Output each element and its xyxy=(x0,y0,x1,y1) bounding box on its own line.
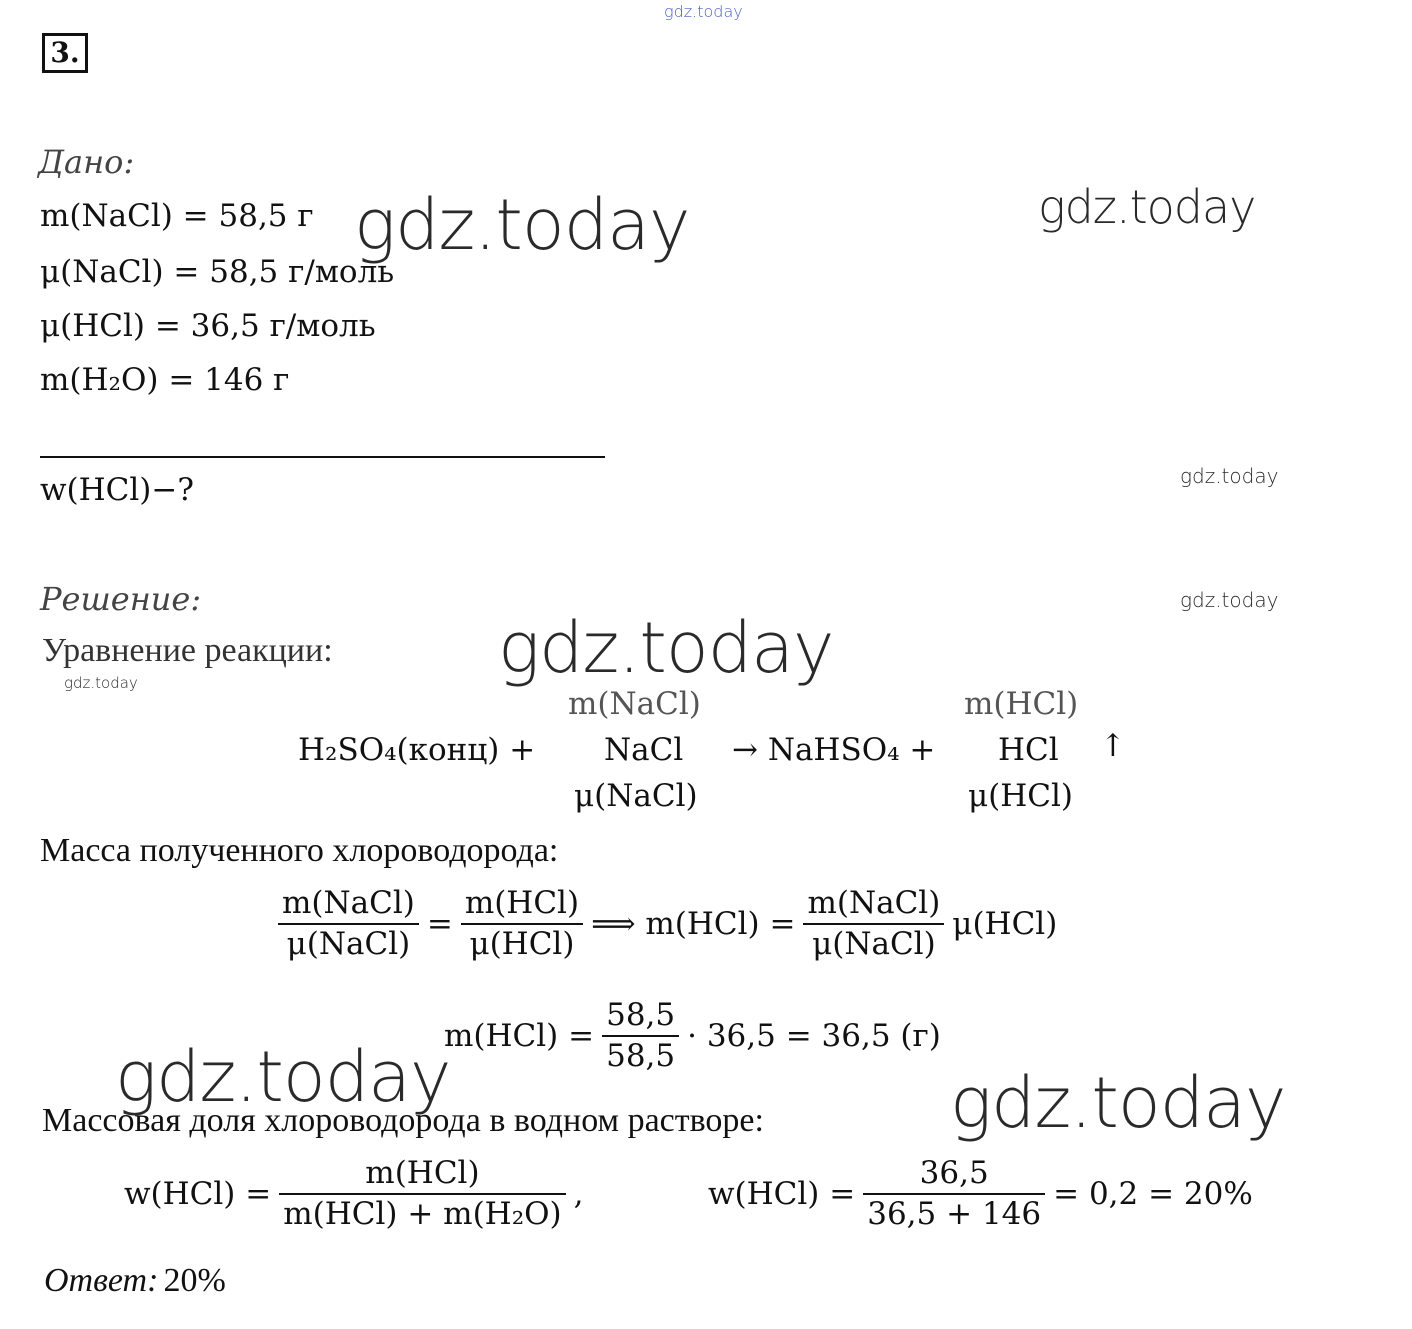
answer xyxy=(44,1262,226,1300)
reaction-arrow: → NaHSO₄ + xyxy=(732,732,936,768)
implies-text: ⟹ m(HCl) = xyxy=(591,905,796,942)
calc-mass-fraction-value xyxy=(708,1154,1253,1234)
calc-left: w(HCl) = xyxy=(708,1175,856,1212)
reaction-nacl-top: m(NaCl) xyxy=(568,686,701,722)
given-line: μ(HCl) = 36,5 г/моль xyxy=(40,308,376,344)
reaction-nacl-bot: μ(NaCl) xyxy=(574,778,698,814)
answer-value: 20% xyxy=(163,1262,226,1299)
mass-caption: Масса полученного хлороводорода: xyxy=(40,832,559,869)
fraction xyxy=(863,1154,1045,1234)
equals-sign: = xyxy=(426,905,453,942)
fraction-denominator: 36,5 + 146 xyxy=(867,1195,1042,1232)
fraction-numerator: 36,5 xyxy=(919,1155,989,1191)
fraction-numerator: m(HCl) xyxy=(365,1155,480,1191)
watermark: gdz.today xyxy=(1038,180,1256,234)
calc-result: = 0,2 = 20% xyxy=(1053,1175,1253,1212)
reaction-nacl-mid: NaCl xyxy=(604,732,684,768)
given-heading: Дано: xyxy=(38,143,135,181)
watermark: gdz.today xyxy=(115,1036,451,1118)
given-line: m(NaCl) = 58,5 г xyxy=(40,198,314,234)
fraction xyxy=(279,1154,565,1234)
calc-mass-fraction-formula xyxy=(124,1154,584,1234)
fraction-denominator: μ(HCl) xyxy=(469,925,575,962)
fraction-denominator: μ(NaCl) xyxy=(286,925,411,962)
fraction-numerator: m(HCl) xyxy=(464,885,580,921)
watermark: gdz.today xyxy=(64,674,138,692)
calc-hcl-mass xyxy=(444,996,941,1076)
calc-right: · 36,5 = 36,5 (г) xyxy=(687,1017,941,1054)
fraction-numerator: 58,5 xyxy=(606,997,676,1033)
reaction-hcl-top: m(HCl) xyxy=(964,686,1079,722)
watermark: gdz.today xyxy=(354,184,690,266)
reaction-hcl-bot: μ(HCl) xyxy=(968,778,1074,814)
solution-heading: Решение: xyxy=(40,580,202,618)
fraction-denominator: μ(NaCl) xyxy=(812,925,936,962)
ratio-tail: μ(HCl) xyxy=(952,905,1058,942)
watermark: gdz.today xyxy=(950,1062,1286,1144)
problem-number: 3. xyxy=(42,33,88,73)
comma: , xyxy=(573,1175,584,1212)
watermark-top: gdz.today xyxy=(664,2,743,21)
reaction-left: H₂SO₄(конц) + xyxy=(298,732,536,768)
find-line: w(HCl)−? xyxy=(40,472,194,508)
mass-fraction-caption: Массовая доля хлороводорода в водном растворе: xyxy=(42,1102,764,1139)
fraction-numerator: m(NaCl) xyxy=(807,885,941,921)
given-line: m(H₂O) = 146 г xyxy=(40,362,290,398)
fraction-numerator: m(NaCl) xyxy=(282,885,415,921)
watermark: gdz.today xyxy=(1180,464,1279,488)
fraction xyxy=(602,996,679,1076)
fraction xyxy=(461,884,583,964)
fraction-denominator: m(HCl) + m(H₂O) xyxy=(283,1195,562,1232)
fraction xyxy=(803,884,944,964)
fraction xyxy=(278,884,419,964)
watermark: gdz.today xyxy=(498,607,834,689)
ratio-equation xyxy=(278,884,1057,964)
fraction-denominator: 58,5 xyxy=(606,1037,676,1074)
gas-arrow: ↑ xyxy=(1100,728,1126,764)
given-line: μ(NaCl) = 58,5 г/моль xyxy=(40,254,395,290)
answer-label: Ответ: xyxy=(44,1262,159,1299)
reaction-hcl-mid: HCl xyxy=(998,732,1059,768)
calc-left: w(HCl) = xyxy=(124,1175,272,1212)
given-divider xyxy=(40,456,605,458)
reaction-caption: Уравнение реакции: xyxy=(42,632,333,669)
calc-left: m(HCl) = xyxy=(444,1017,595,1054)
watermark: gdz.today xyxy=(1180,588,1279,612)
